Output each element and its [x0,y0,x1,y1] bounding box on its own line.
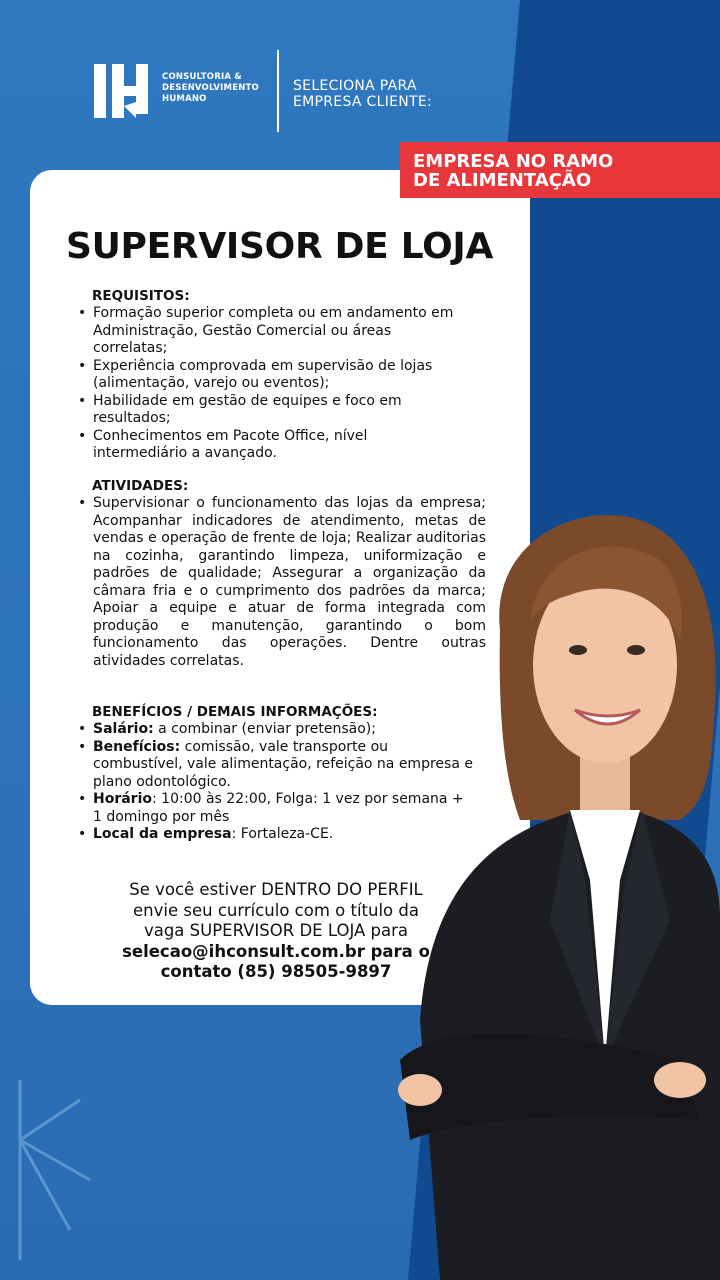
banner-line: EMPRESA NO RAMO [413,151,614,172]
header-subtitle-line: EMPRESA CLIENTE: [293,94,433,110]
contact-email-line: selecao@ihconsult.com.br para o [122,941,430,961]
job-title: SUPERVISOR DE LOJA [66,226,494,267]
list-item: • Habilidade em gestão de equipes e foco em resultados; [78,393,458,428]
list-item: • Formação superior completa ou em andamento em Administração, Gestão Comercial ou áreas correlatas; [78,305,458,358]
logo-tagline-line: DESENVOLVIMENTO [162,83,259,93]
company-logo [94,62,152,120]
benefit-label: Horário [93,791,153,807]
list-item: • Conhecimentos em Pacote Office, nível intermediário a avançado. [78,428,458,463]
requisitos-heading: REQUISITOS: [92,288,190,304]
atividades-heading: ATIVIDADES: [92,478,189,494]
sector-banner [400,142,720,198]
benefit-label: Local da empresa [93,826,232,842]
beneficios-heading: BENEFÍCIOS / DEMAIS INFORMAÇÕES: [92,704,378,720]
cta-line: vaga SUPERVISOR DE LOJA para [143,921,409,940]
benefit-text: : Fortaleza-CE. [231,826,334,842]
logo-tagline-line: CONSULTORIA & [162,72,242,82]
benefit-text: : 10:00 às 22:00, Folga: 1 vez por semana + 1 domingo por mês [93,791,464,825]
benefit-label: Benefícios: [93,738,181,755]
decorative-asterisk-icon [0,1080,110,1260]
contact-phone-line: contato (85) 98505-9897 [160,962,392,981]
call-to-action [96,880,456,983]
cta-line: Se você estiver DENTRO DO PERFIL [129,880,423,899]
cta-line: envie seu currículo com o título da [133,900,419,920]
benefit-text: comissão, vale transporte ou combustível, vale alimentação, refeição na empresa e plano odontológico. [93,738,473,790]
logo-tagline-line: HUMANO [162,94,207,104]
benefit-text: a combinar (enviar pretensão); [153,721,376,737]
list-item: • Experiência comprovada em supervisão de lojas (alimentação, varejo ou eventos); [78,358,458,393]
logo-tagline [162,72,259,105]
header-subtitle [293,78,432,110]
banner-line: DE ALIMENTAÇÃO [413,170,592,191]
list-item: • Supervisionar o funcionamento das lojas da empresa; Acompanhar indicadores de atendimento, metas de vendas e operação de frente de loja; Realizar auditorias na cozinha, garantindo limpeza, uniformização e padrões de qualidade; Assegurar a organização da câmara fria e o cumprimento dos padrões da marca; Apoiar a equipe e atuar de forma integrada com produção e manutenção, garantindo o bom funcionamento das operações. Dentre outras atividades correlatas. [78,495,486,670]
benefit-label: Salário: [93,721,154,737]
header-subtitle-line: SELECIONA PARA [293,78,417,94]
requisitos-list [78,305,458,463]
header-divider [277,50,279,132]
